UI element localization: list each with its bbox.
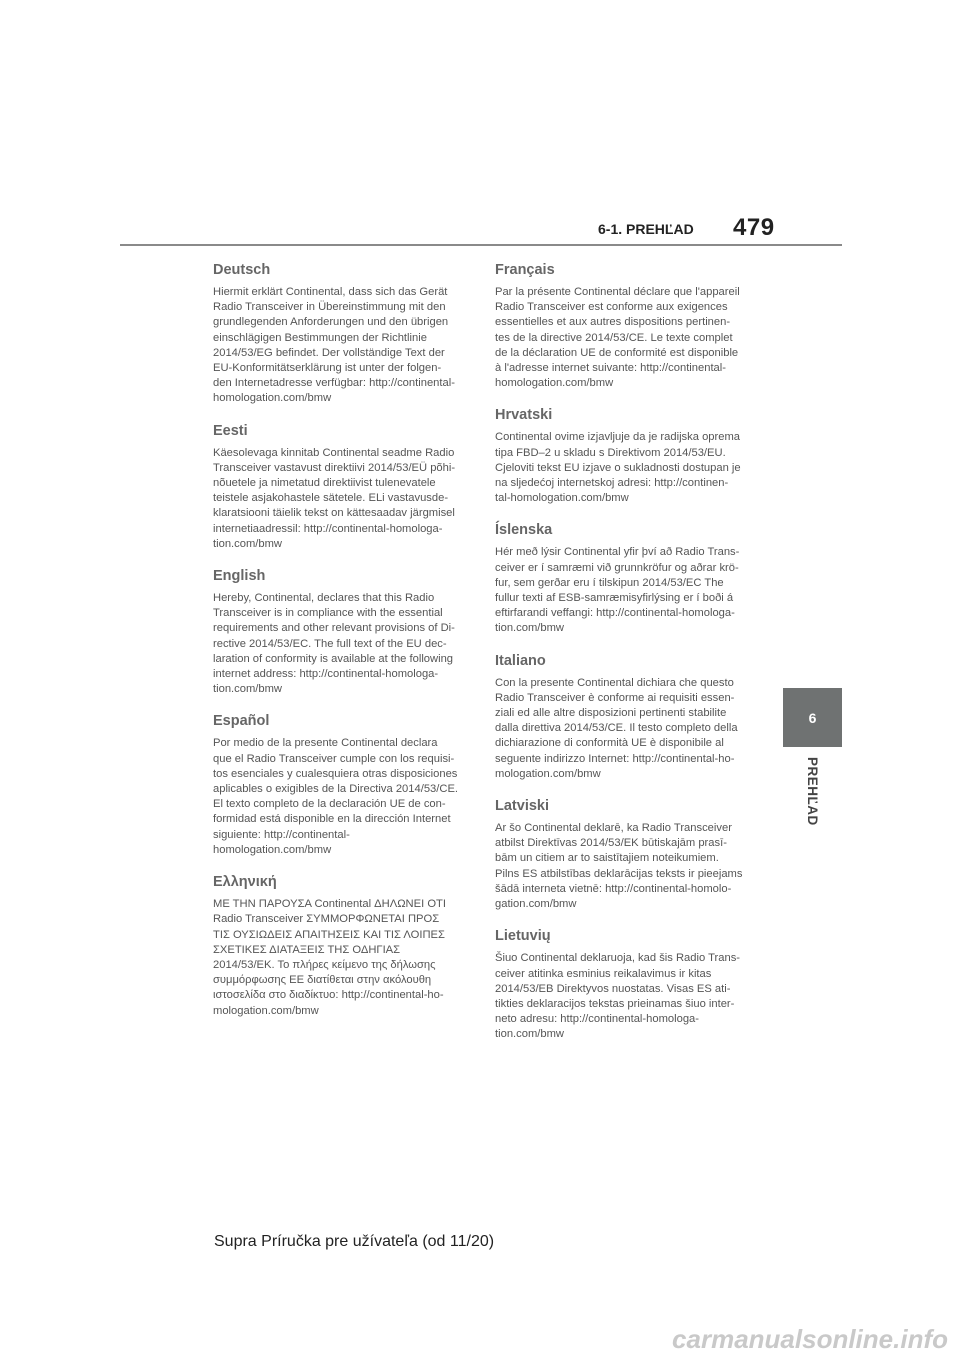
page-number: 479 [733, 214, 775, 241]
section-body: Šiuo Continental deklaruoja, kad šis Radio Trans- ceiver atitinka esminius reikalavimus ir kitas 2014/53/EB Direktyvos nuostatas. Visas ES ati- tikties deklaracijos tekstas prieinamas šiuo inter- neto adresu: http://continental-homologa- tion.com/bmw [495, 952, 741, 1041]
section-latviski [495, 796, 753, 912]
section-islenska [495, 520, 753, 636]
left-column [213, 260, 471, 1033]
chapter-tab[interactable]: 6 [783, 688, 842, 747]
section-heading: English [213, 568, 266, 585]
header-divider [120, 244, 842, 246]
watermark-band [0, 1322, 960, 1358]
footer-manual-title: Supra Príručka pre užívateľa (od 11/20) [214, 1233, 495, 1250]
section-title: 6-1. PREHĽAD [598, 221, 694, 237]
section-heading: Ελληνική [213, 874, 277, 891]
section-italiano [495, 651, 753, 782]
section-body: Continental ovime izjavljuje da je radijska oprema tipa FBD–2 u skladu s Direktivom 2014/53/EU. Cjeloviti tekst EU izjave o sukladnosti dostupan je na sljedećoj internetskoj adresi: http://continen- tal-homologation.com/bmw [495, 431, 741, 505]
right-column [495, 260, 753, 1057]
section-body: ΜΕ ΤΗΝ ΠΑΡΟΥΣΑ Continental ΔΗΛΩΝΕΙ ΟΤΙ Radio Transceiver ΣΥΜΜΟΡΦΩΝΕΤΑΙ ΠΡΟΣ ΤΙΣ ΟΥΣΙΩΔΕΙΣ ΑΠΑΙΤΗΣΕΙΣ ΚΑΙ ΤΙΣ ΛΟΙΠΕΣ ΣΧΕΤΙΚΕΣ ΔΙΑΤΑΞΕΙΣ ΤΗΣ ΟΔΗΓΙΑΣ 2014/53/ΕΚ. Το πλήρες κείμενο της δήλωσης συμμόρφωσης ΕΕ διατίθεται στην ακόλουθη ιστοσελίδα στο διαδίκτυο: http://continental-ho- mologation.com/bmw [213, 898, 446, 1017]
section-body: Ar šo Continental deklarē, ka Radio Transceiver atbilst Direktīvas 2014/53/EK būtiskajām prasī- bām un citiem ar to saistītajiem noteikumiem. Pilns ES atbilstības deklarācijas teksts ir pieejams šādā interneta vietnē: http://continental-homolo- gation.com/bmw [495, 822, 743, 911]
section-body: Hereby, Continental, declares that this Radio Transceiver is in compliance with the essential requirements and other relevant provisions of Di- rective 2014/53/EC. The full text of the EU dec- laration of conformity is available at the following internet address: http://continental-homologa- tion.com/bmw [213, 592, 455, 696]
section-eesti [213, 421, 471, 552]
chapter-tab-label [783, 757, 842, 837]
section-hrvatski [495, 405, 753, 506]
section-english [213, 566, 471, 697]
section-body: Par la présente Continental déclare que l'appareil Radio Transceiver est conforme aux exigences essentielles et aux autres dispositions pertinen- tes de la directive 2014/53/CE. Le texte complet de la déclaration UE de conformité est disponible à l'adresse internet suivante: http://continental- homologation.com/bmw [495, 286, 740, 390]
section-heading: Deutsch [213, 262, 271, 278]
section-deutsch [213, 260, 471, 407]
section-body: Hiermit erklärt Continental, dass sich das Gerät Radio Transceiver in Übereinstimmung mit den grundlegenden Anforderungen und den übrigen einschlägigen Bestimmungen der Richtlinie 2014/53/EG befindet. Der vollständige Text der EU-Konformitätserklärung ist unter der folgen- den Internetadresse verfügbar: http://continental- homologation.com/bmw [213, 286, 455, 405]
section-body: Con la presente Continental dichiara che questo Radio Transceiver è conforme ai requisiti essen- ziali ed alle altre disposizioni pertinenti stabilite dalla direttiva 2014/53/CE. Il testo completo della dichiarazione di conformità UE è disponibile al seguente indirizzo Internet: http://continental-ho- mologation.com/bmw [495, 676, 738, 780]
section-heading: Eesti [213, 422, 248, 439]
section-body: Por medio de la presente Continental declara que el Radio Transceiver cumple con los requisi- tos esenciales y cualesquiera otras disposiciones aplicables o exigibles de la Directiva 2014/53/CE. El texto completo de la declaración UE de con- formidad está disponible en la dirección Internet siguiente: http://continental- homologation.com/bmw [213, 737, 459, 856]
section-heading: Lietuvių [495, 928, 551, 945]
chapter-label-text: PREHĽAD [805, 757, 820, 826]
section-heading: Español [213, 713, 270, 730]
section-espanol [213, 711, 471, 858]
section-heading: Italiano [495, 652, 546, 669]
section-ellinika [213, 872, 471, 1019]
section-francais [495, 260, 753, 391]
section-heading: Latviski [495, 798, 549, 815]
section-heading: Hrvatski [495, 407, 553, 424]
section-body: Käesolevaga kinnitab Continental seadme Radio Transceiver vastavust direktiivi 2014/53/EÜ põhi- nõuetele ja nimetatud direktiivist tulenevatele teistele asjakohastele sätetele. ELi vastavusde- klaratsiooni täielik tekst on kättesaadav järgmisel internetiaadressil: http://continental-homologa- tion.com/bmw [213, 446, 456, 550]
watermark-logo[interactable]: carmanualsonline.info [672, 1324, 948, 1354]
section-body: Hér með lýsir Continental yfir því að Radio Trans- ceiver er í samræmi við grunnkröfur og aðrar krö- fur, sem gerðar eru í tilskipun 2014/53/EC The fullur texti af ESB-samræmisyfirlýsing er í boði á eftirfarandi veffangi: http://continental-homologa- tion.com/bmw [495, 546, 740, 635]
section-heading: Íslenska [495, 522, 553, 539]
section-lietuviu [495, 926, 753, 1042]
section-heading: Français [495, 262, 555, 278]
